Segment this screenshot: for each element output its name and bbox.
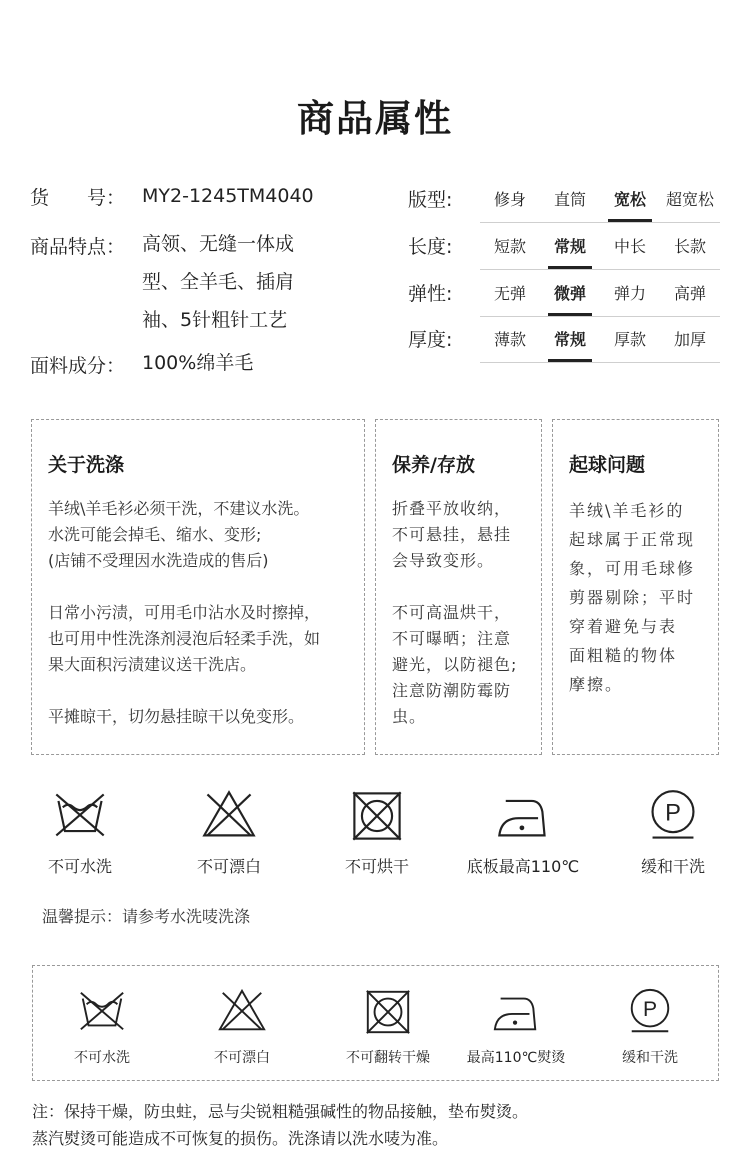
care-symbol-label: 不可漂白 bbox=[196, 857, 261, 876]
attribute-grid-row bbox=[408, 318, 718, 364]
care-symbol-label: 缓和干洗 bbox=[622, 1050, 678, 1066]
item-no-value: MY2-1245TM4040 bbox=[142, 185, 314, 207]
care-symbol bbox=[27, 987, 177, 1067]
care-tip: 温馨提示：请参考水洗唛洗涤 bbox=[42, 907, 251, 926]
care-symbol-label: 缓和干洗 bbox=[640, 857, 705, 876]
grid-option: 超宽松 bbox=[665, 190, 714, 209]
card-title: 保养/存放 bbox=[392, 454, 475, 476]
grid-options bbox=[480, 326, 720, 363]
care-symbol-label: 最高110℃熨烫 bbox=[466, 1050, 566, 1066]
note-line: 注：保持干燥，防虫蛀，忌与尖锐粗糙强碱性的物品接触，垫布熨烫。 bbox=[32, 1102, 529, 1121]
page-title: 商品属性 bbox=[297, 97, 453, 140]
grid-option-selected: 宽松 bbox=[600, 186, 660, 214]
care-symbol bbox=[302, 788, 452, 877]
card-title: 起球问题 bbox=[569, 454, 646, 476]
attribute-grid-row bbox=[408, 225, 718, 271]
attribute-grid-row bbox=[408, 272, 718, 318]
grid-options bbox=[480, 233, 720, 270]
grid-row-label: 弹性: bbox=[408, 283, 453, 305]
attribute-grid-row bbox=[408, 178, 718, 224]
iron-icon bbox=[441, 987, 591, 1037]
features-value bbox=[142, 225, 294, 339]
card-body: 羊绒\羊毛衫必须干洗，不建议水洗。 水洗可能会掉毛、缩水、变形; (店铺不受理因水洗造成的售后) 日常小污渍，可用毛巾沾水及时擦掉， 也可用中性洗涤剂浸泡后轻柔手洗，如 果大面积污渍建议送干洗店。 平摊晾干，切勿悬挂晾干以免变形。 bbox=[48, 499, 321, 726]
iron-icon bbox=[448, 788, 598, 844]
grid-row-label: 长度: bbox=[408, 236, 453, 258]
grid-option: 薄款 bbox=[493, 330, 526, 349]
grid-option: 短款 bbox=[493, 237, 526, 256]
svg-text:P: P bbox=[642, 997, 658, 1021]
care-symbol bbox=[154, 788, 304, 877]
card-body: 羊绒\羊毛衫的 起球属于正常现 象，可用毛球修 剪器剔除；平时 穿着避免与表 面粗糙的物体 摩擦。 bbox=[569, 501, 696, 694]
dry-clean-p-icon bbox=[575, 987, 725, 1037]
dry-clean-p-icon bbox=[598, 788, 748, 844]
grid-option: 长款 bbox=[673, 237, 706, 256]
care-symbol-label: 不可烘干 bbox=[344, 857, 409, 876]
features-line: 型、全羊毛、插肩 bbox=[142, 271, 295, 293]
care-symbol bbox=[575, 987, 725, 1067]
no-tumble-dry-icon bbox=[302, 788, 452, 844]
grid-row-label: 版型: bbox=[408, 189, 453, 211]
item-no-label: 货 号： bbox=[30, 187, 126, 209]
no-bleach-icon bbox=[154, 788, 304, 844]
grid-options bbox=[480, 280, 720, 317]
grid-option: 直筒 bbox=[553, 190, 586, 209]
card-care-storage bbox=[375, 419, 542, 755]
features-label: 商品特点： bbox=[30, 236, 126, 258]
card-pilling bbox=[552, 419, 719, 755]
care-symbol-label: 不可水洗 bbox=[47, 857, 112, 876]
note-line: 蒸汽熨烫可能造成不可恢复的损伤。洗涤请以洗水唛为准。 bbox=[32, 1129, 449, 1148]
features-line: 高领、无缝一体成 bbox=[142, 233, 295, 255]
svg-text:P: P bbox=[665, 800, 681, 827]
fabric-value: 100%绵羊毛 bbox=[142, 352, 254, 374]
grid-option-selected: 微弹 bbox=[540, 280, 600, 308]
grid-option: 修身 bbox=[493, 190, 526, 209]
grid-option-selected: 常规 bbox=[540, 233, 600, 261]
features-line: 袖、5针粗针工艺 bbox=[142, 309, 288, 331]
grid-option: 中长 bbox=[613, 237, 646, 256]
grid-row-label: 厚度: bbox=[408, 329, 453, 351]
care-symbol bbox=[598, 788, 748, 877]
care-symbol bbox=[167, 987, 317, 1067]
care-symbol bbox=[448, 788, 598, 877]
grid-option: 弹力 bbox=[613, 284, 646, 303]
grid-option: 加厚 bbox=[673, 330, 706, 349]
care-symbol-label: 底板最高110℃ bbox=[466, 857, 580, 876]
care-symbol bbox=[441, 987, 591, 1067]
fabric-label: 面料成分： bbox=[30, 355, 126, 377]
care-symbol-label: 不可漂白 bbox=[214, 1050, 270, 1066]
care-symbol-label: 不可翻转干燥 bbox=[346, 1050, 430, 1066]
grid-option: 高弹 bbox=[673, 284, 706, 303]
care-symbol bbox=[5, 788, 155, 877]
grid-option: 厚款 bbox=[613, 330, 646, 349]
card-washing bbox=[31, 419, 365, 755]
grid-option: 无弹 bbox=[493, 284, 526, 303]
no-bleach-icon bbox=[167, 987, 317, 1037]
card-title: 关于洗涤 bbox=[48, 454, 125, 476]
no-wash-icon bbox=[27, 987, 177, 1037]
care-symbol-label: 不可水洗 bbox=[74, 1050, 130, 1066]
grid-option-selected: 常规 bbox=[540, 326, 600, 354]
grid-options bbox=[480, 186, 720, 223]
card-body: 折叠平放收纳， 不可悬挂，悬挂 会导致变形。 不可高温烘干， 不可曝晒；注意 避光，以防褪色; 注意防潮防霉防 虫。 bbox=[392, 499, 518, 726]
no-wash-icon bbox=[5, 788, 155, 844]
